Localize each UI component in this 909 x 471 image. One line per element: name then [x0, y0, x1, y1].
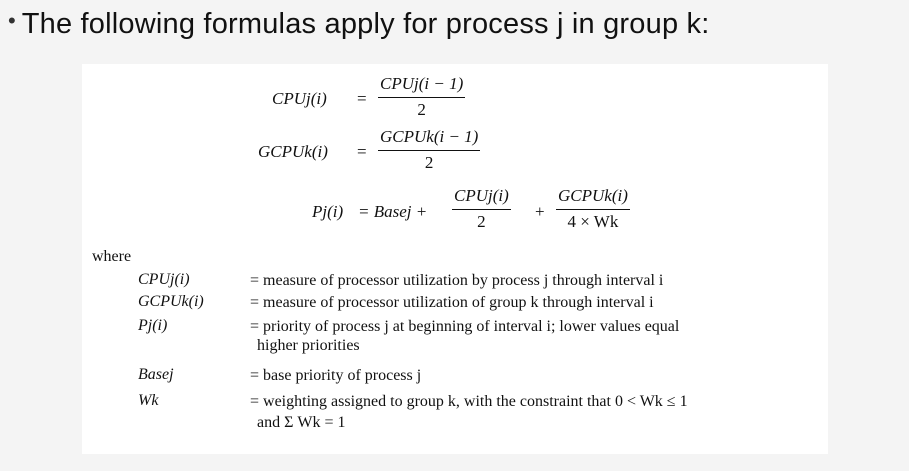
definition-name-gcpu: GCPUk(i) — [138, 293, 204, 310]
formula-gcpu-numerator: GCPUk(i − 1) — [380, 127, 479, 146]
definition-text-priority: = priority of process j at beginning of interval i; lower values equal — [250, 318, 680, 335]
formula-cpu-fraction — [378, 74, 465, 120]
definition-text-priority-cont: higher priorities — [257, 337, 360, 354]
formula-priority-plus: + — [535, 202, 545, 221]
definition-name-priority: Pj(i) — [138, 317, 168, 334]
definition-text-gcpu: = measure of processor utilization of group k through interval i — [250, 294, 654, 311]
formula-priority-fraction-2 — [556, 186, 630, 232]
slide-title: The following formulas apply for process j in group k: — [21, 7, 710, 40]
formula-cpu-denominator: 2 — [417, 100, 426, 119]
definition-text-weight: = weighting assigned to group k, with the constraint that 0 < Wk ≤ 1 — [250, 393, 688, 410]
formula-gcpu-fraction — [378, 127, 480, 173]
where-label: where — [92, 248, 132, 265]
definition-text-weight-cont: and Σ Wk = 1 — [257, 414, 346, 431]
bullet-icon: • — [8, 8, 16, 33]
definition-name-base: Basej — [138, 366, 174, 383]
definition-name-weight: Wk — [138, 392, 159, 409]
formula-priority-denominator-1: 2 — [477, 212, 486, 231]
formula-priority-numerator-2: GCPUk(i) — [558, 186, 628, 205]
slide-title-row — [8, 2, 710, 46]
formula-priority-fraction-1 — [452, 186, 511, 232]
formula-cpu-lhs: CPUj(i) — [272, 89, 327, 108]
fraction-bar — [378, 150, 480, 151]
fraction-bar — [556, 209, 630, 210]
definition-text-base: = base priority of process j — [250, 367, 422, 384]
formula-cpu-numerator: CPUj(i − 1) — [380, 74, 464, 93]
formula-priority-denominator-2: 4 × Wk — [567, 212, 619, 231]
formula-panel — [82, 64, 828, 454]
formula-cpu-equals: = — [357, 89, 367, 108]
fraction-bar — [452, 209, 511, 210]
formula-priority-lhs: Pj(i) — [312, 202, 344, 221]
definition-text-cpu: = measure of processor utilization by process j through interval i — [250, 272, 664, 289]
formula-gcpu-denominator: 2 — [424, 153, 434, 172]
formula-gcpu-lhs: GCPUk(i) — [258, 142, 328, 161]
definition-name-cpu: CPUj(i) — [138, 271, 190, 288]
formula-priority-base: = Basej + — [358, 202, 428, 221]
fraction-bar — [378, 97, 465, 98]
formula-priority-numerator-1: CPUj(i) — [454, 186, 509, 205]
formula-gcpu-equals: = — [357, 142, 367, 161]
